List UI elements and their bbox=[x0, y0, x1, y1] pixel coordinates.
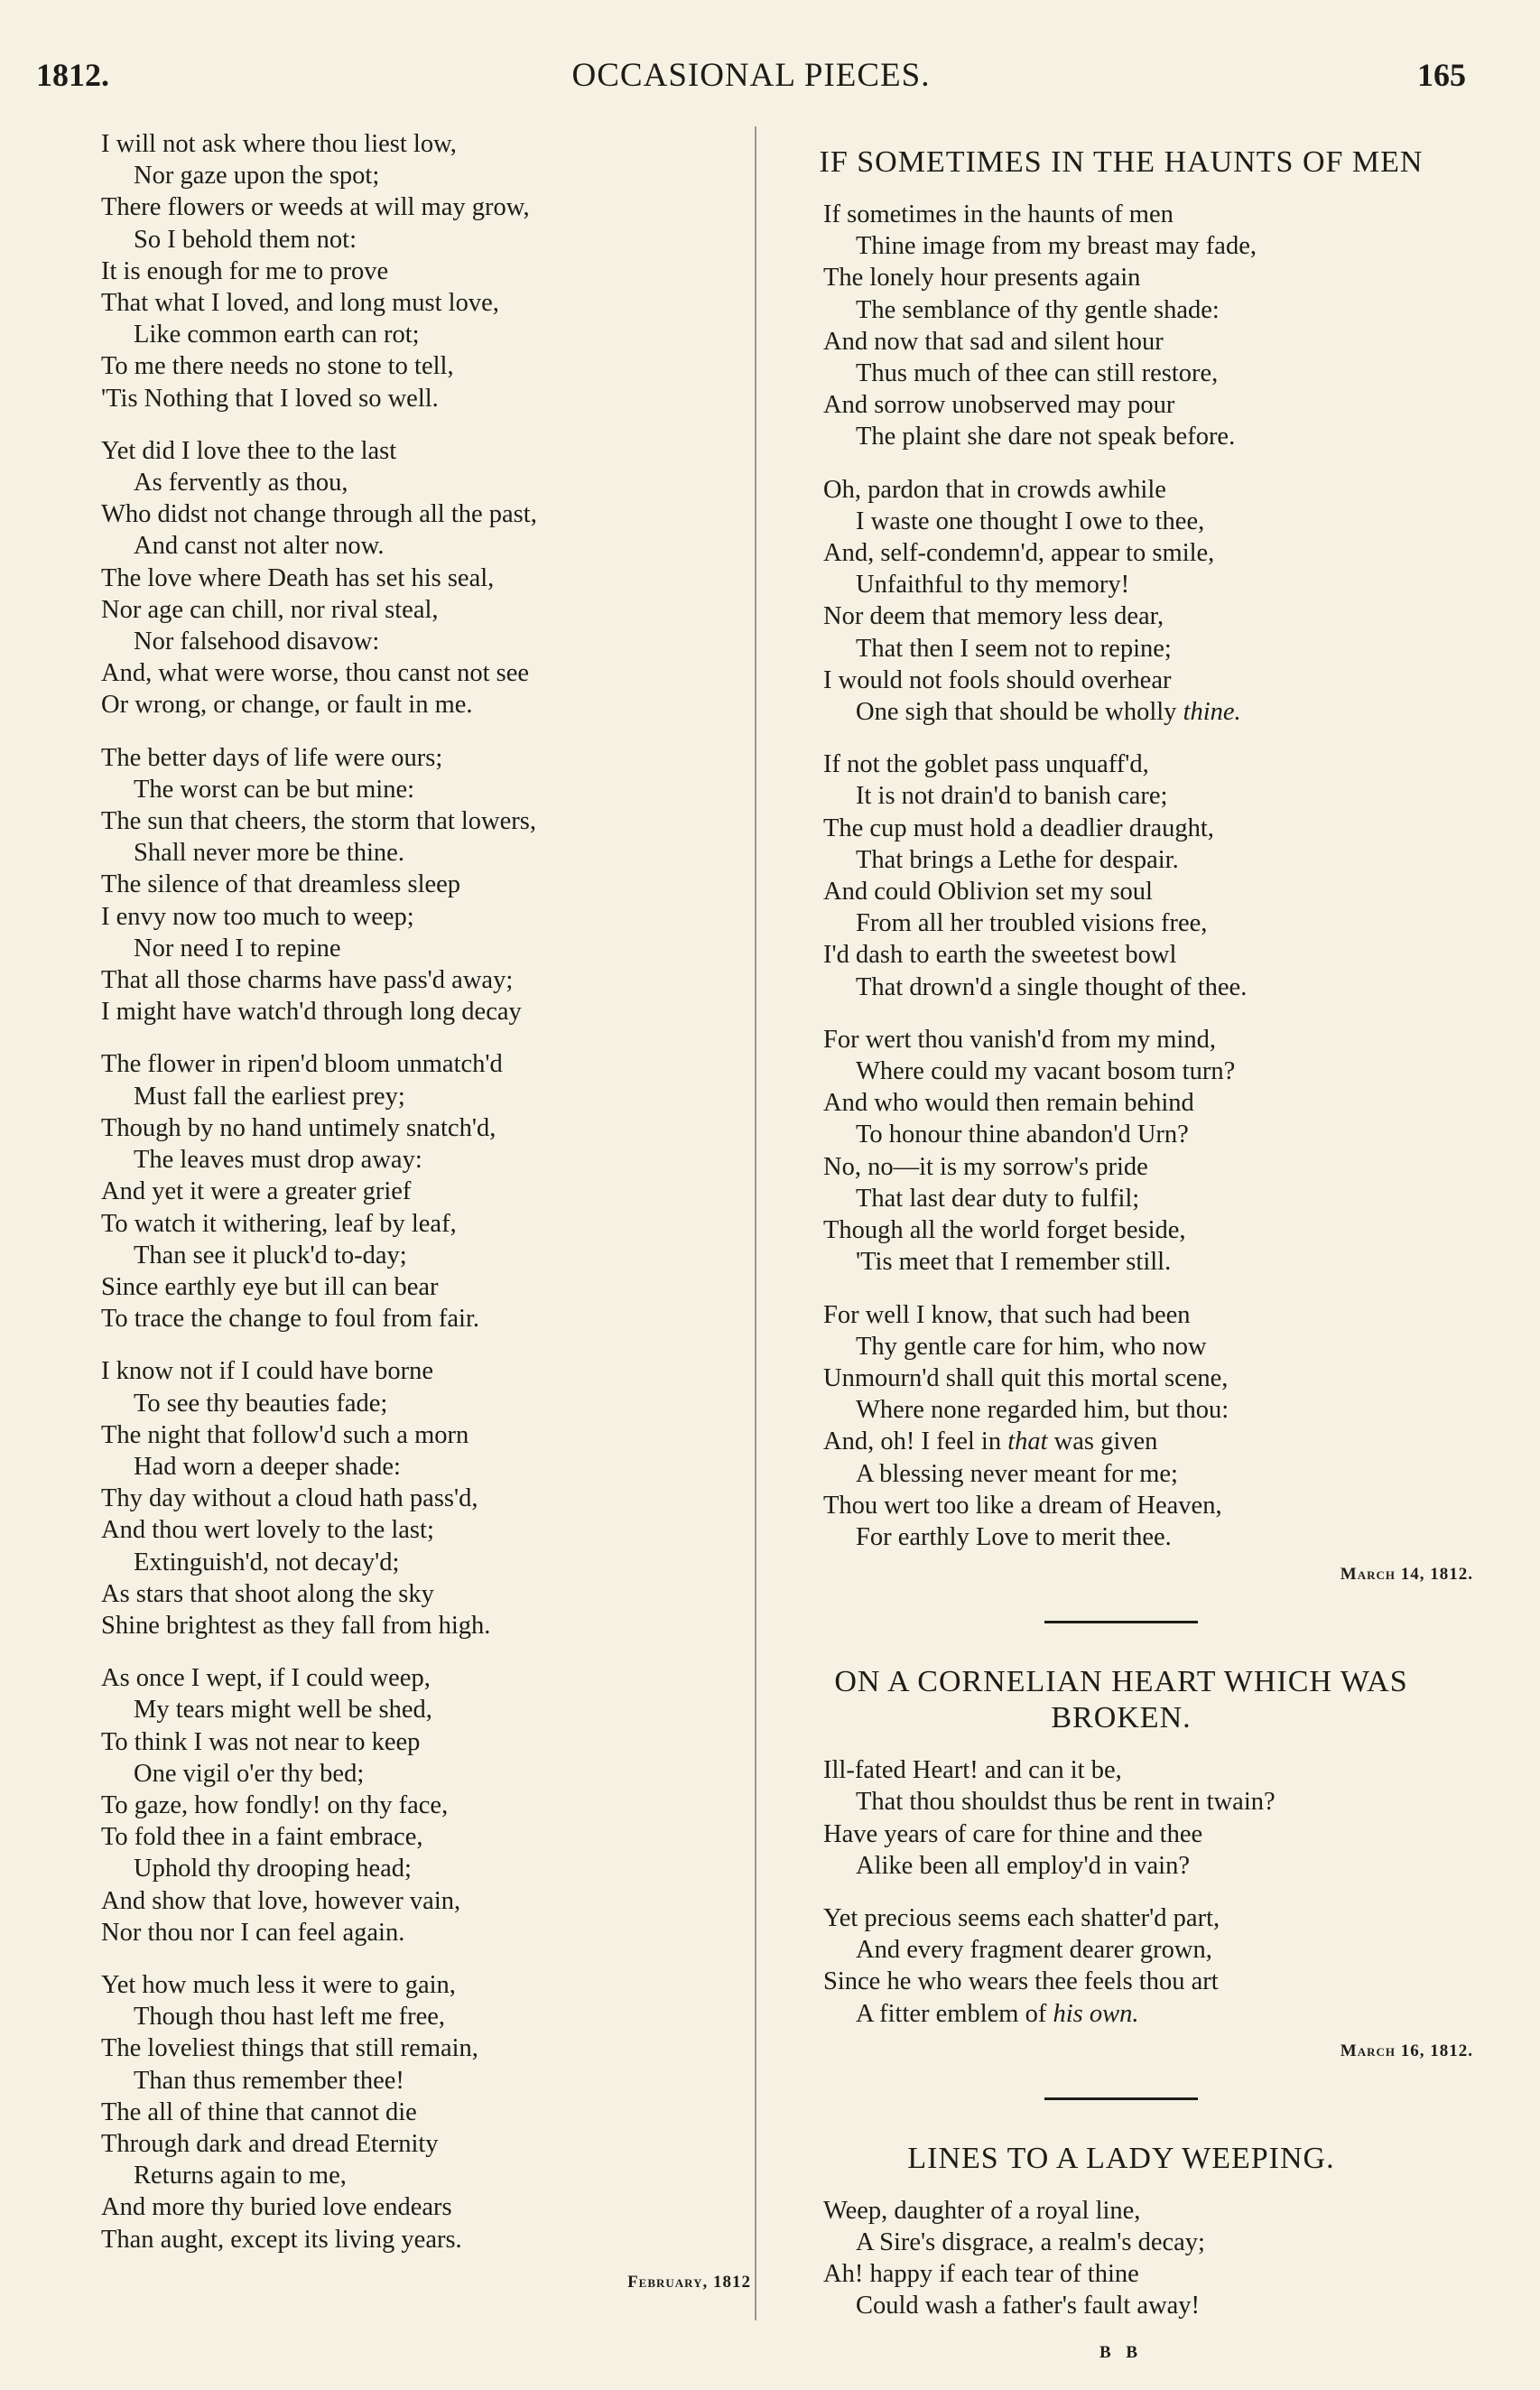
poem4-body bbox=[769, 2195, 1473, 2322]
signature: B B bbox=[1099, 2342, 1144, 2362]
left-poem-line: To me there needs no stone to tell, bbox=[101, 352, 454, 381]
left-poem-line: Nor age can chill, nor rival steal, bbox=[101, 595, 439, 624]
left-poem-line: To trace the change to foul from fair. bbox=[101, 1305, 479, 1334]
poem2-line: The lonely hour presents again bbox=[823, 264, 1141, 293]
poem2-stanza bbox=[823, 749, 1473, 1003]
poem2-line: It is not drain'd to banish care; bbox=[856, 782, 1168, 811]
left-poem-line: To think I was not near to keep bbox=[101, 1727, 421, 1756]
left-poem-line: The all of thine that cannot die bbox=[101, 2097, 417, 2126]
left-column bbox=[101, 128, 751, 2292]
poem2-date: March 14, 1812. bbox=[1340, 1565, 1473, 1585]
left-poem-line: Than aught, except its living years. bbox=[101, 2225, 462, 2254]
poem2-line: Thy gentle care for him, who now bbox=[856, 1332, 1207, 1361]
poem4-line: Could wash a father's fault away! bbox=[856, 2292, 1201, 2320]
poem2-line: Thou wert too like a dream of Heaven, bbox=[823, 1491, 1222, 1520]
left-poem-line: Shall never more be thine. bbox=[134, 839, 404, 868]
left-poem-line: Shine brightest as they fall from high. bbox=[101, 1611, 491, 1640]
left-poem-line: The better days of life were ours; bbox=[101, 743, 443, 772]
left-poem-line: Or wrong, or change, or fault in me. bbox=[101, 691, 473, 720]
poem2-body bbox=[769, 199, 1473, 1553]
running-head-year: 1812. bbox=[36, 57, 109, 93]
left-poem-line: To gaze, how fondly! on thy face, bbox=[101, 1790, 449, 1819]
left-poem-line: Yet how much less it were to gain, bbox=[101, 1970, 456, 1999]
poem2-line: Unfaithful to thy memory! bbox=[856, 571, 1130, 600]
left-poem-stanza bbox=[101, 1969, 751, 2255]
poem3-line: Ill-fated Heart! and can it be, bbox=[823, 1756, 1122, 1785]
right-column bbox=[769, 144, 1473, 2363]
poem2-line: And who would then remain behind bbox=[823, 1089, 1194, 1118]
left-poem-line: It is enough for me to prove bbox=[101, 256, 389, 285]
poem2-line: I waste one thought I owe to thee, bbox=[856, 507, 1205, 535]
column-rule bbox=[755, 126, 756, 2320]
running-head bbox=[36, 56, 1466, 101]
left-poem-line: And yet it were a greater grief bbox=[101, 1177, 412, 1206]
left-poem-line: Must fall the earliest prey; bbox=[134, 1082, 405, 1111]
poem2-line: To honour thine abandon'd Urn? bbox=[856, 1121, 1189, 1149]
left-poem-line: To see thy beauties fade; bbox=[134, 1389, 388, 1418]
poem2-line: One sigh that should be wholly thine. bbox=[856, 698, 1241, 727]
poem2-line: And sorrow unobserved may pour bbox=[823, 391, 1175, 420]
page-number: 165 bbox=[1417, 57, 1466, 93]
left-poem-line: As once I wept, if I could weep, bbox=[101, 1664, 431, 1693]
left-poem-line: I might have watch'd through long decay bbox=[101, 998, 522, 1027]
left-poem-stanza bbox=[101, 1048, 751, 1334]
poem3-date: March 16, 1812. bbox=[1340, 2041, 1473, 2060]
poem2-line: I'd dash to earth the sweetest bowl bbox=[823, 941, 1177, 970]
left-poem-line: There flowers or weeds at will may grow, bbox=[101, 193, 530, 222]
poem2-line: If not the goblet pass unquaff'd, bbox=[823, 750, 1149, 779]
left-poem-line: That what I loved, and long must love, bbox=[101, 289, 499, 318]
left-poem-line: So I behold them not: bbox=[134, 225, 357, 254]
poem3-line: Yet precious seems each shatter'd part, bbox=[823, 1903, 1220, 1932]
poem2-line: The plaint she dare not speak before. bbox=[856, 423, 1236, 451]
left-poem-date: February, 1812 bbox=[627, 2272, 751, 2292]
left-poem-line: Thy day without a cloud hath pass'd, bbox=[101, 1484, 478, 1513]
left-poem-line: Though by no hand untimely snatch'd, bbox=[101, 1113, 496, 1142]
poem2-title: IF SOMETIMES IN THE HAUNTS OF MEN bbox=[819, 145, 1424, 179]
left-poem-line: Though thou hast left me free, bbox=[134, 2003, 446, 2032]
poem2-line: And could Oblivion set my soul bbox=[823, 878, 1153, 907]
poem2-line: Oh, pardon that in crowds awhile bbox=[823, 475, 1166, 504]
section-divider bbox=[1044, 2097, 1198, 2100]
left-poem-line: Nor falsehood disavow: bbox=[134, 628, 380, 656]
poem3-line: Since he who wears thee feels thou art bbox=[823, 1967, 1219, 1996]
poem2-line: From all her troubled visions free, bbox=[856, 909, 1208, 938]
left-poem-line: 'Tis Nothing that I loved so well. bbox=[101, 384, 439, 413]
left-poem-stanza bbox=[101, 1662, 751, 1948]
left-poem-line: Nor need I to repine bbox=[134, 934, 341, 963]
left-poem-stanza bbox=[101, 742, 751, 1028]
poem2-line: Though all the world forget beside, bbox=[823, 1216, 1186, 1245]
poem2-line: That drown'd a single thought of thee. bbox=[856, 972, 1248, 1001]
left-poem-line: Than see it pluck'd to-day; bbox=[134, 1241, 407, 1269]
left-poem-line: Than thus remember thee! bbox=[134, 2066, 404, 2095]
left-poem-line: And more thy buried love endears bbox=[101, 2193, 452, 2222]
left-poem-line: Who didst not change through all the past, bbox=[101, 500, 537, 529]
left-poem-line: The loveliest things that still remain, bbox=[101, 2034, 478, 2063]
left-poem-line: As stars that shoot along the sky bbox=[101, 1579, 434, 1608]
poem4-stanza bbox=[823, 2195, 1473, 2322]
left-poem-line: The night that follow'd such a morn bbox=[101, 1420, 469, 1449]
left-poem-line: Since earthly eye but ill can bear bbox=[101, 1272, 439, 1301]
poem3-title: ON A CORNELIAN HEART WHICH WAS BROKEN. bbox=[834, 1665, 1408, 1735]
poem2-stanza bbox=[823, 1024, 1473, 1279]
poem2-line: If sometimes in the haunts of men bbox=[823, 200, 1174, 228]
left-poem-line: And, what were worse, thou canst not see bbox=[101, 659, 530, 688]
poem2-line: And, oh! I feel in that was given bbox=[823, 1427, 1158, 1456]
poem2-line: That brings a Lethe for despair. bbox=[856, 845, 1179, 874]
left-poem-line: To fold thee in a faint embrace, bbox=[101, 1823, 423, 1852]
left-poem-line: And thou wert lovely to the last; bbox=[101, 1516, 434, 1545]
left-poem-line: Nor gaze upon the spot; bbox=[134, 162, 380, 191]
poem4-line: Weep, daughter of a royal line, bbox=[823, 2196, 1141, 2225]
left-poem-line: The silence of that dreamless sleep bbox=[101, 870, 461, 899]
poem4-line: Ah! happy if each tear of thine bbox=[823, 2260, 1139, 2289]
poem2-stanza bbox=[823, 199, 1473, 453]
poem2-line: That then I seem not to repine; bbox=[856, 634, 1172, 663]
left-poem-line: Through dark and dread Eternity bbox=[101, 2129, 439, 2158]
left-poem-line: That all those charms have pass'd away; bbox=[101, 966, 514, 995]
left-poem-line: One vigil o'er thy bed; bbox=[134, 1759, 365, 1788]
poem2-line: A blessing never meant for me; bbox=[856, 1459, 1178, 1488]
poem3-stanza bbox=[823, 1902, 1473, 2030]
left-poem-line: And canst not alter now. bbox=[134, 532, 385, 561]
section-divider bbox=[1044, 1621, 1198, 1623]
left-poem-line: I know not if I could have borne bbox=[101, 1357, 434, 1386]
poem2-line: The cup must hold a deadlier draught, bbox=[823, 814, 1214, 842]
poem3-stanza bbox=[823, 1754, 1473, 1882]
poem2-line: And now that sad and silent hour bbox=[823, 327, 1164, 356]
poem2-stanza bbox=[823, 474, 1473, 729]
poem4-title: LINES TO A LADY WEEPING. bbox=[907, 2141, 1335, 2175]
left-poem bbox=[101, 128, 751, 2255]
left-poem-stanza bbox=[101, 128, 751, 414]
left-poem-line: The flower in ripen'd bloom unmatch'd bbox=[101, 1050, 503, 1079]
left-poem-line: The worst can be but mine: bbox=[134, 775, 415, 804]
left-poem-stanza bbox=[101, 1355, 751, 1641]
poem2-emphasis: that bbox=[1007, 1427, 1048, 1456]
poem2-line: That last dear duty to fulfil; bbox=[856, 1184, 1140, 1213]
poem2-line: Unmourn'd shall quit this mortal scene, bbox=[823, 1363, 1229, 1392]
poem3-line: That thou shouldst thus be rent in twain? bbox=[856, 1788, 1276, 1817]
left-poem-line: The love where Death has set his seal, bbox=[101, 563, 495, 592]
running-head-title: OCCASIONAL PIECES. bbox=[571, 57, 931, 94]
left-poem-line: I will not ask where thou liest low, bbox=[101, 130, 457, 158]
left-poem-line: Nor thou nor I can feel again. bbox=[101, 1918, 405, 1947]
left-poem-line: And show that love, however vain, bbox=[101, 1886, 461, 1915]
left-poem-line: As fervently as thou, bbox=[134, 469, 348, 498]
poem2-line: Thine image from my breast may fade, bbox=[856, 232, 1257, 261]
left-poem-line: My tears might well be shed, bbox=[134, 1696, 432, 1725]
poem2-emphasis: thine. bbox=[1183, 698, 1241, 727]
poem2-line: Where could my vacant bosom turn? bbox=[856, 1057, 1236, 1086]
poem2-line: For earthly Love to merit thee. bbox=[856, 1522, 1172, 1551]
left-poem-line: The sun that cheers, the storm that lowers, bbox=[101, 807, 536, 836]
left-poem-line: Returns again to me, bbox=[134, 2162, 347, 2190]
left-poem-line: To watch it withering, leaf by leaf, bbox=[101, 1209, 457, 1238]
left-poem-line: Extinguish'd, not decay'd; bbox=[134, 1548, 400, 1576]
left-poem-line: Had worn a deeper shade: bbox=[134, 1452, 401, 1481]
poem2-line: The semblance of thy gentle shade: bbox=[856, 295, 1220, 324]
left-poem-line: I envy now too much to weep; bbox=[101, 902, 414, 931]
poem2-line: For well I know, that such had been bbox=[823, 1300, 1191, 1329]
left-poem-line: Yet did I love thee to the last bbox=[101, 436, 397, 465]
poem2-line: Thus much of thee can still restore, bbox=[856, 359, 1219, 388]
poem2-line: 'Tis meet that I remember still. bbox=[856, 1248, 1172, 1277]
poem2-stanza bbox=[823, 1299, 1473, 1554]
poem2-line: Where none regarded him, but thou: bbox=[856, 1396, 1229, 1425]
poem3-line: And every fragment dearer grown, bbox=[856, 1936, 1212, 1965]
poem3-line: A fitter emblem of his own. bbox=[856, 1999, 1139, 2028]
poem4-line: A Sire's disgrace, a realm's decay; bbox=[856, 2227, 1205, 2256]
poem3-emphasis: his own. bbox=[1053, 1999, 1139, 2028]
left-poem-line: Uphold thy drooping head; bbox=[134, 1855, 412, 1883]
poem3-body bbox=[769, 1754, 1473, 2030]
poem2-line: And, self-condemn'd, appear to smile, bbox=[823, 539, 1215, 568]
poem2-line: For wert thou vanish'd from my mind, bbox=[823, 1025, 1216, 1054]
poem2-line: No, no—it is my sorrow's pride bbox=[823, 1152, 1148, 1181]
poem3-line: Alike been all employ'd in vain? bbox=[856, 1851, 1190, 1880]
left-poem-line: The leaves must drop away: bbox=[134, 1146, 422, 1175]
left-poem-line: Like common earth can rot; bbox=[134, 321, 420, 349]
left-poem-stanza bbox=[101, 435, 751, 721]
poem2-line: Nor deem that memory less dear, bbox=[823, 602, 1164, 631]
poem2-line: I would not fools should overhear bbox=[823, 665, 1172, 694]
poem3-line: Have years of care for thine and thee bbox=[823, 1819, 1203, 1848]
